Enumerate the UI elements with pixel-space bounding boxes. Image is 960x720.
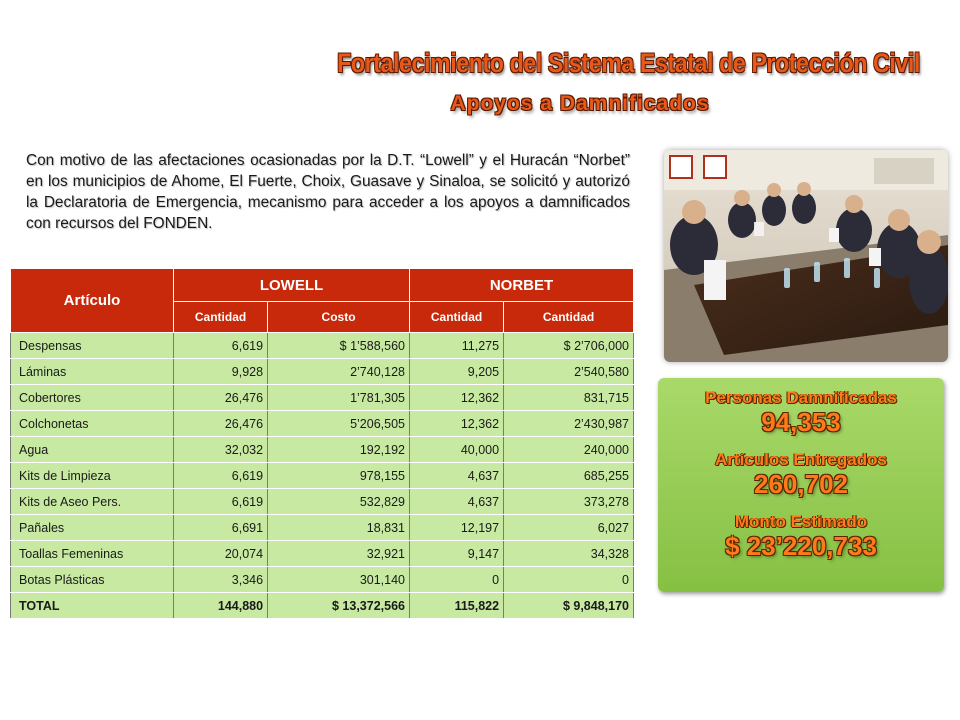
cell-norbet-cantidad: 9,147: [410, 541, 504, 567]
cell-norbet-cantidad: 0: [410, 567, 504, 593]
cell-lowell-cantidad: 20,074: [174, 541, 268, 567]
meeting-photo: [664, 150, 948, 362]
table-row: [11, 541, 634, 567]
cell-lowell-costo: 18,831: [268, 515, 410, 541]
cell-norbet-costo: 685,255: [504, 463, 634, 489]
table-row: [11, 515, 634, 541]
cell-item-name: Toallas Femeninas: [11, 541, 174, 567]
cell-lowell-costo: 32,921: [268, 541, 410, 567]
cell-item-name: Pañales: [11, 515, 174, 541]
cell-lowell-cantidad: 6,619: [174, 463, 268, 489]
cell-lowell-cantidad: 9,928: [174, 359, 268, 385]
cell-item-name: Despensas: [11, 333, 174, 359]
cell-lowell-cantidad: 6,619: [174, 489, 268, 515]
cell-norbet-costo: 2’430,987: [504, 411, 634, 437]
cell-lowell-cantidad: 26,476: [174, 385, 268, 411]
cell-item-name: Kits de Aseo Pers.: [11, 489, 174, 515]
table-row: [11, 489, 634, 515]
cell-item-name: Colchonetas: [11, 411, 174, 437]
cell-norbet-costo: 831,715: [504, 385, 634, 411]
subheader-norbet-cantidad: Cantidad: [410, 302, 504, 333]
cell-lowell-costo: 301,140: [268, 567, 410, 593]
cell-norbet-cantidad: 4,637: [410, 463, 504, 489]
cell-item-name: Kits de Limpieza: [11, 463, 174, 489]
cell-item-name: Agua: [11, 437, 174, 463]
cell-item-name: Botas Plásticas: [11, 567, 174, 593]
table-row: [11, 567, 634, 593]
subheader-norbet-cantidad-2: Cantidad: [504, 302, 634, 333]
cell-norbet-cantidad: 12,362: [410, 385, 504, 411]
cell-lowell-costo: 978,155: [268, 463, 410, 489]
cell-norbet-cantidad: 115,822: [410, 593, 504, 619]
page-title: Fortalecimiento del Sistema Estatal de Protección Civil: [337, 48, 920, 78]
cell-norbet-cantidad: 11,275: [410, 333, 504, 359]
cell-norbet-costo: 0: [504, 567, 634, 593]
subheader-lowell-cantidad: Cantidad: [174, 302, 268, 333]
cell-lowell-costo: $ 13,372,566: [268, 593, 410, 619]
cell-norbet-costo: 373,278: [504, 489, 634, 515]
stat-label-damnificados: Personas Damnificadas: [705, 388, 897, 407]
cell-norbet-costo: $ 9,848,170: [504, 593, 634, 619]
cell-lowell-cantidad: 26,476: [174, 411, 268, 437]
cell-lowell-cantidad: 3,346: [174, 567, 268, 593]
table-row: [11, 359, 634, 385]
stat-value-articulos: 260,702: [754, 469, 848, 499]
article-header: Artículo: [11, 269, 174, 333]
cell-item-name: Cobertores: [11, 385, 174, 411]
table-row: [11, 463, 634, 489]
cell-lowell-costo: 5’206,505: [268, 411, 410, 437]
page-subtitle: Apoyos a Damnificados: [450, 92, 710, 115]
cell-norbet-cantidad: 12,362: [410, 411, 504, 437]
cell-lowell-cantidad: 6,691: [174, 515, 268, 541]
stat-label-monto: Monto Estimado: [734, 512, 868, 531]
cell-norbet-costo: $ 2’706,000: [504, 333, 634, 359]
cell-norbet-costo: 34,328: [504, 541, 634, 567]
cell-lowell-cantidad: 6,619: [174, 333, 268, 359]
cell-lowell-costo: 1’781,305: [268, 385, 410, 411]
table-row: [11, 385, 634, 411]
cell-lowell-costo: 2’740,128: [268, 359, 410, 385]
summary-box: [658, 378, 944, 592]
cell-item-name: Láminas: [11, 359, 174, 385]
cell-lowell-cantidad: 144,880: [174, 593, 268, 619]
group-header-norbet: NORBET: [410, 269, 634, 302]
cell-lowell-costo: 532,829: [268, 489, 410, 515]
cell-norbet-cantidad: 9,205: [410, 359, 504, 385]
group-header-lowell: LOWELL: [174, 269, 410, 302]
table-row: [11, 411, 634, 437]
table-total-row: [11, 593, 634, 619]
table-row: [11, 333, 634, 359]
cell-norbet-costo: 240,000: [504, 437, 634, 463]
table-row: [11, 437, 634, 463]
cell-norbet-costo: 6,027: [504, 515, 634, 541]
cell-item-name: TOTAL: [11, 593, 174, 619]
cell-norbet-costo: 2’540,580: [504, 359, 634, 385]
supplies-table: [10, 268, 634, 619]
intro-paragraph: Con motivo de las afectaciones ocasionadas por la D.T. “Lowell” y el Huracán “Norbet” en los municipios de Ahome, El Fuerte, Choix, Guasave y Sinaloa, se solicitó y autorizó la Declaratoria de Emergencia, mecanismo para acceder a los apoyos a damnificados con recursos del FONDEN.: [26, 152, 630, 232]
stat-value-monto: $ 23’220,733: [725, 531, 877, 561]
subheader-lowell-costo: Costo: [268, 302, 410, 333]
cell-norbet-cantidad: 4,637: [410, 489, 504, 515]
stat-value-damnificados: 94,353: [761, 407, 841, 437]
cell-lowell-costo: $ 1’588,560: [268, 333, 410, 359]
cell-norbet-cantidad: 12,197: [410, 515, 504, 541]
cell-lowell-costo: 192,192: [268, 437, 410, 463]
cell-lowell-cantidad: 32,032: [174, 437, 268, 463]
cell-norbet-cantidad: 40,000: [410, 437, 504, 463]
stat-label-articulos: Artículos Entregados: [715, 450, 887, 469]
